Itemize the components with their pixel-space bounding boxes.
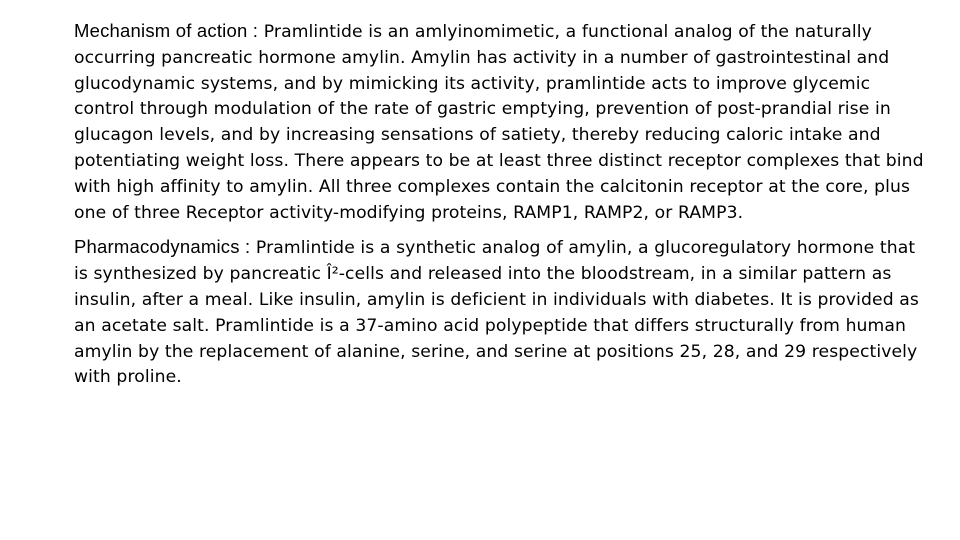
pharmacodynamics-heading: Pharmacodynamics :: [74, 236, 251, 258]
pharmacodynamics-text: Pramlintide is a synthetic analog of amylin, a glucoregulatory hormone that is synthesized by pancreatic Î²-cells and released into the bloodstream, in a similar pattern as insulin, after a meal. Like insulin, amylin is deficient in individuals with diabetes. It is provided as an acetate salt. Pramlintide is a 37-amino acid polypeptide that differs structurally from human amylin by the replacement of alanine, serine, and serine at positions 25, 28, and 29 respectively with proline.: [74, 238, 919, 388]
pharmacodynamics-paragraph: [74, 234, 934, 391]
slide-content: [74, 18, 934, 391]
mechanism-of-action-heading: Mechanism of action :: [74, 20, 259, 41]
mechanism-of-action-paragraph: [74, 18, 934, 226]
mechanism-of-action-text: Pramlintide is an amlyinomimetic, a functional analog of the naturally occurring pancreatic hormone amylin. Amylin has activity in a number of gastrointestinal and glucodynamic systems, and by mimicking its activity, pramlintide acts to improve glycemic control through modulation of the rate of gastric emptying, prevention of post-prandial rise in glucagon levels, and by increasing sensations of satiety, thereby reducing caloric intake and potentiating weight loss. There appears to be at least three distinct receptor complexes that bind with high affinity to amylin. All three complexes contain the calcitonin receptor at the core, plus one of three Receptor activity-modifying proteins, RAMP1, RAMP2, or RAMP3.: [74, 22, 924, 223]
